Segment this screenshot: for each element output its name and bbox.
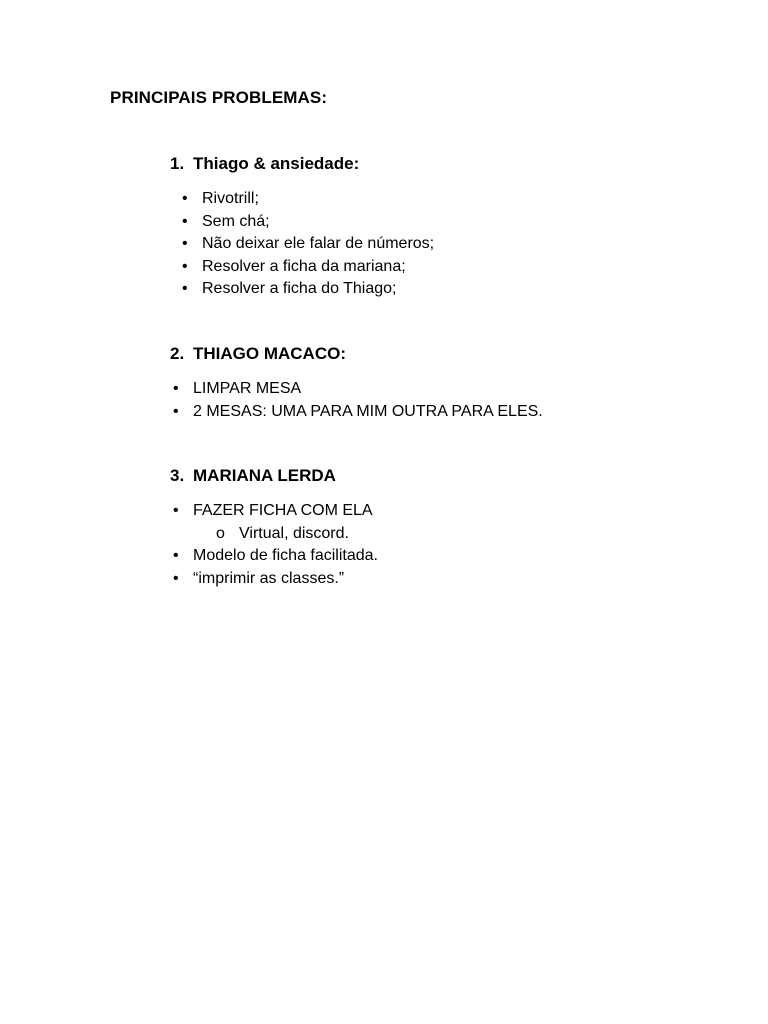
section-3-list: [173, 500, 378, 590]
bullet-icon: •: [182, 235, 188, 252]
list-item: [173, 568, 378, 591]
list-item-text: Virtual, discord.: [239, 524, 349, 542]
bullet-icon: •: [173, 502, 179, 519]
list-item-text: Rivotrill;: [202, 190, 259, 207]
list-item-text: “imprimir as classes.”: [193, 569, 345, 587]
list-item: [173, 545, 378, 568]
list-item-text: Não deixar ele falar de números;: [202, 235, 435, 252]
bullet-icon: •: [182, 280, 188, 297]
list-item-text: FAZER FICHA COM ELA: [193, 502, 373, 519]
bullet-icon: •: [173, 402, 179, 420]
sub-list-item: [216, 523, 378, 546]
list-item-text: Sem chá;: [202, 212, 270, 230]
list-item: [173, 378, 543, 401]
list-item-text: Resolver a ficha da mariana;: [202, 257, 406, 275]
section-heading-2: [170, 344, 346, 364]
section-heading-3: [170, 466, 336, 486]
bullet-icon: •: [173, 569, 179, 587]
sub-bullet-icon: o: [216, 524, 225, 542]
section-number: 1.: [170, 154, 185, 173]
bullet-icon: •: [182, 212, 188, 230]
page-title: PRINCIPAIS PROBLEMAS:: [110, 88, 328, 107]
section-2-list: [173, 378, 543, 423]
list-item: [182, 256, 434, 279]
bullet-icon: •: [182, 257, 188, 275]
list-item: [182, 188, 434, 211]
section-heading-1: [170, 154, 359, 174]
list-item: [182, 233, 435, 256]
section-1-list: [182, 188, 435, 301]
bullet-icon: •: [173, 547, 179, 564]
list-item-text: 2 MESAS: UMA PARA MIM OUTRA PARA ELES.: [193, 402, 543, 420]
list-item: [182, 211, 434, 234]
list-item-text: Modelo de ficha facilitada.: [193, 547, 378, 564]
list-item: [173, 500, 378, 523]
list-item: [173, 401, 543, 424]
list-item-text: Resolver a ficha do Thiago;: [202, 280, 397, 297]
section-title: Thiago & ansiedade:: [193, 154, 360, 173]
bullet-icon: •: [182, 190, 188, 207]
section-title: THIAGO MACACO:: [193, 344, 346, 363]
list-item-text: LIMPAR MESA: [193, 380, 302, 397]
section-title: MARIANA LERDA: [193, 466, 336, 485]
section-number: 3.: [170, 466, 185, 485]
list-item: [182, 278, 434, 301]
bullet-icon: •: [173, 380, 179, 397]
section-number: 2.: [170, 344, 185, 363]
